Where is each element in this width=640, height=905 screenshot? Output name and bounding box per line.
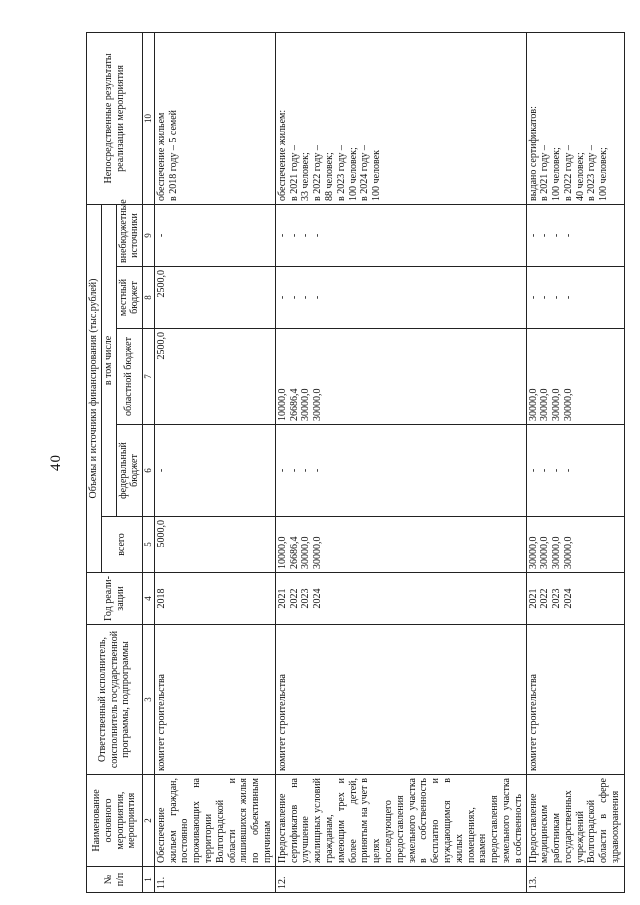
- row-name: Обеспечение жильем граждан, постоянно проживающих на территории Волгоградской области и лишившихся жилья по объективным причинам: [154, 775, 275, 867]
- amount-value: 30000,0: [551, 536, 563, 569]
- amount-value: -: [551, 233, 563, 238]
- amount-value: -: [288, 468, 300, 473]
- result-line: выдано сертификатов:: [527, 106, 539, 201]
- row-years: [526, 573, 624, 625]
- amount-value: -: [276, 233, 288, 238]
- row-num: 13.: [526, 867, 624, 893]
- result-line: 100 человек: [371, 150, 383, 201]
- header-total: всего: [101, 517, 142, 573]
- row-extra: [275, 204, 526, 266]
- year-value: 2021: [276, 588, 288, 609]
- year-value: 2023: [551, 588, 563, 609]
- row-executor: комитет строительства: [154, 625, 275, 775]
- row-executor: комитет строительства: [526, 625, 624, 775]
- row-num: 11.: [154, 867, 275, 893]
- header-year: Год реали-зации: [87, 573, 143, 625]
- result-line: в 2021 году –: [288, 145, 300, 201]
- column-number: 7: [143, 329, 155, 425]
- amount-value: -: [288, 295, 300, 300]
- result-line: 100 человек;: [551, 147, 563, 201]
- year-value: 2021: [527, 588, 539, 609]
- amount-value: 2500,0: [155, 270, 167, 298]
- header-results: Непосредственные результаты реализации мероприятия: [87, 32, 143, 204]
- amount-value: 30000,0: [312, 536, 324, 569]
- amount-value: -: [300, 468, 312, 473]
- page-number: 40: [48, 454, 64, 471]
- result-line: в 2023 году –: [335, 145, 347, 201]
- amount-value: 5000,0: [155, 520, 167, 548]
- row-total: [154, 517, 275, 573]
- header-federal: федеральный бюджет: [116, 425, 143, 517]
- result-line: в 2023 году –: [586, 145, 598, 201]
- amount-value: -: [539, 468, 551, 473]
- amount-value: -: [288, 233, 300, 238]
- column-number: 9: [143, 204, 155, 266]
- result-line: 88 человек;: [323, 152, 335, 201]
- row-result: [526, 32, 624, 204]
- row-regional: [275, 329, 526, 425]
- row-total: [526, 517, 624, 573]
- column-number: 6: [143, 425, 155, 517]
- result-line: 33 человек;: [300, 152, 312, 201]
- column-number: 8: [143, 267, 155, 329]
- amount-value: -: [527, 468, 539, 473]
- amount-value: -: [551, 468, 563, 473]
- amount-value: 26686,4: [288, 536, 300, 569]
- amount-value: -: [539, 233, 551, 238]
- amount-value: 30000,0: [527, 388, 539, 421]
- column-number: 1: [143, 867, 155, 893]
- program-activities-table: [86, 32, 625, 893]
- amount-value: 30000,0: [539, 388, 551, 421]
- header-extra: внебюджетные источники: [116, 204, 143, 266]
- amount-value: 30000,0: [300, 388, 312, 421]
- result-line: в 2022 году –: [562, 145, 574, 201]
- row-result: [275, 32, 526, 204]
- column-number: 10: [143, 32, 155, 204]
- row-local: [526, 267, 624, 329]
- row-years: [154, 573, 275, 625]
- year-value: 2024: [312, 588, 324, 609]
- amount-value: 10000,0: [276, 388, 288, 421]
- amount-value: 26686,4: [288, 388, 300, 421]
- result-line: 100 человек;: [347, 147, 359, 201]
- result-line: 100 человек;: [598, 147, 610, 201]
- row-extra: [526, 204, 624, 266]
- header-num: № п/п: [87, 867, 143, 893]
- amount-value: 30000,0: [312, 388, 324, 421]
- column-number: 4: [143, 573, 155, 625]
- amount-value: -: [527, 295, 539, 300]
- row-result: [154, 32, 275, 204]
- year-value: 2022: [539, 588, 551, 609]
- row-executor: комитет строительства: [275, 625, 526, 775]
- amount-value: 30000,0: [300, 536, 312, 569]
- amount-value: -: [276, 468, 288, 473]
- header-name: Наименование основного мероприятия, мероприятия: [87, 775, 143, 867]
- amount-value: -: [527, 233, 539, 238]
- result-line: в 2018 году – 5 семей: [167, 109, 179, 201]
- year-value: 2024: [562, 588, 574, 609]
- row-total: [275, 517, 526, 573]
- row-federal: [275, 425, 526, 517]
- amount-value: 30000,0: [551, 388, 563, 421]
- amount-value: -: [562, 468, 574, 473]
- amount-value: -: [300, 295, 312, 300]
- amount-value: -: [300, 233, 312, 238]
- table-header: [87, 32, 155, 892]
- header-executor: Ответственный исполнитель, соисполнитель государственной программы, подпрограммы: [87, 625, 143, 775]
- row-name: Предоставление сертификатов на улучшение жилищных условий гражданам, имеющим трех и более детей, принятым на учет в целях последующего предоставления земельного участка в собственность бесплатно и нуждающимся в жилых помещениях, взамен предоставления земельного участка в собственность: [275, 775, 526, 867]
- amount-value: 2500,0: [155, 332, 167, 360]
- amount-value: -: [312, 233, 324, 238]
- result-line: обеспечение жильем:: [276, 109, 288, 201]
- row-years: [275, 573, 526, 625]
- result-line: 40 человек;: [574, 152, 586, 201]
- amount-value: -: [562, 233, 574, 238]
- amount-value: 30000,0: [539, 536, 551, 569]
- amount-value: -: [539, 295, 551, 300]
- result-line: в 2024 году –: [359, 145, 371, 201]
- year-value: 2022: [288, 588, 300, 609]
- amount-value: -: [276, 295, 288, 300]
- year-value: 2018: [155, 588, 167, 609]
- row-federal: [526, 425, 624, 517]
- column-number: 2: [143, 775, 155, 867]
- amount-value: -: [312, 468, 324, 473]
- amount-value: -: [551, 295, 563, 300]
- column-number: 5: [143, 517, 155, 573]
- row-local: [154, 267, 275, 329]
- row-name: Предоставление медицинским работникам государственных учреждений Волгоградской области в сфере здравоохранения: [526, 775, 624, 867]
- year-value: 2023: [300, 588, 312, 609]
- row-regional: [154, 329, 275, 425]
- amount-value: 10000,0: [276, 536, 288, 569]
- header-local: местный бюджет: [116, 267, 143, 329]
- table-row: [154, 32, 275, 892]
- row-federal: [154, 425, 275, 517]
- table-row: [526, 32, 624, 892]
- amount-value: -: [155, 468, 167, 473]
- amount-value: 30000,0: [562, 536, 574, 569]
- row-local: [275, 267, 526, 329]
- result-line: обеспечение жильем: [155, 112, 167, 201]
- header-funding: Объемы и источники финансирования (тыс.рублей): [87, 204, 102, 572]
- amount-value: 30000,0: [562, 388, 574, 421]
- row-extra: [154, 204, 275, 266]
- amount-value: -: [312, 295, 324, 300]
- header-regional: областной бюджет: [116, 329, 143, 425]
- column-number: 3: [143, 625, 155, 775]
- amount-value: -: [155, 233, 167, 238]
- header-incl: в том числе: [101, 204, 116, 516]
- amount-value: 30000,0: [527, 536, 539, 569]
- result-line: в 2021 году –: [539, 145, 551, 201]
- rotated-table-wrapper: [86, 33, 626, 893]
- table-row: [275, 32, 526, 892]
- row-num: 12.: [275, 867, 526, 893]
- column-numbers-row: [143, 32, 155, 892]
- amount-value: -: [562, 295, 574, 300]
- result-line: в 2022 году –: [312, 145, 324, 201]
- row-regional: [526, 329, 624, 425]
